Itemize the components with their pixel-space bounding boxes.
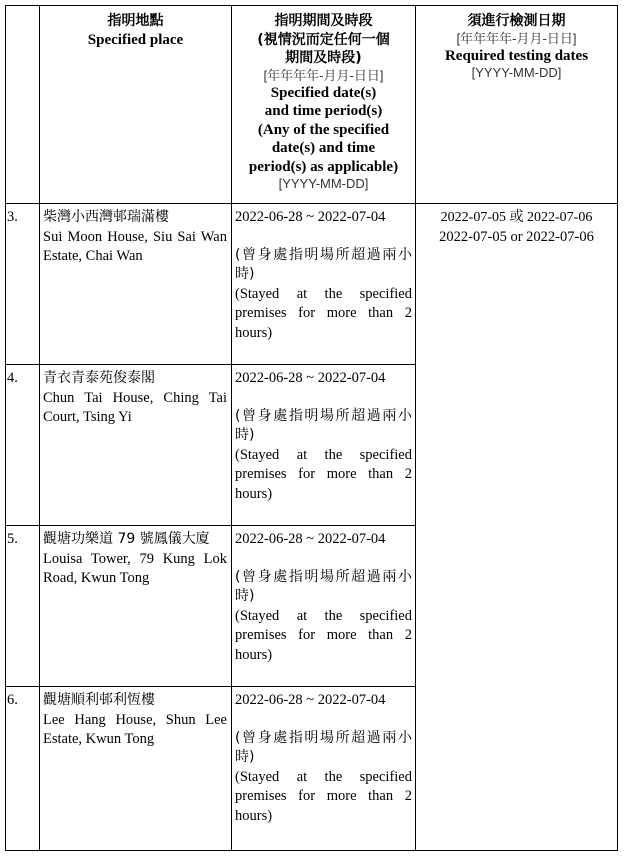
period-note-zh: (曾身處指明場所超過兩小時): [235, 407, 412, 443]
place-zh: 青衣青泰苑俊泰閣: [43, 370, 155, 386]
place-cell: [43, 208, 227, 267]
table-border-right: [617, 5, 618, 851]
period-note-zh: (曾身處指明場所超過兩小時): [235, 568, 412, 604]
testing-dates-cell: [416, 208, 617, 247]
period-note-en: (Stayed at the specified premises for more than 2 hours): [235, 446, 412, 502]
place-en: Lee Hang House, Shun Lee Estate, Kwun Tong: [43, 711, 227, 747]
period-dates: 2022-06-28 ~ 2022-07-04: [235, 531, 386, 547]
place-en: Chun Tai House, Ching Tai Court, Tsing Yi: [43, 389, 227, 425]
table-border-top: [5, 5, 618, 6]
period-cell: [235, 369, 412, 504]
period-note-en: (Stayed at the specified premises for more than 2 hours): [235, 768, 412, 824]
header-period-zh-2: (視情況而定任何一個: [257, 31, 390, 48]
period-dates: 2022-06-28 ~ 2022-07-04: [235, 370, 386, 386]
period-note-en: (Stayed at the specified premises for more than 2 hours): [235, 285, 412, 341]
place-cell: [43, 369, 227, 428]
testing-dates-zh: 2022-07-05 或 2022-07-06: [440, 210, 593, 225]
place-zh: 觀塘功樂道 79 號鳳儀大廈: [43, 531, 210, 547]
header-specified-period: [232, 12, 415, 192]
row-divider-4-5: [5, 525, 416, 526]
table-header-bottom: [5, 203, 618, 204]
period-cell: [235, 208, 412, 343]
table-divider-col1: [39, 5, 40, 851]
header-test-en: Required testing dates: [444, 47, 589, 64]
header-test-format-en: [YYYY-MM-DD]: [471, 65, 562, 80]
place-zh: 觀塘順利邨利恆樓: [43, 692, 155, 708]
header-required-testing-dates: [416, 12, 617, 81]
period-cell: [235, 691, 412, 826]
header-period-zh-1: 指明期間及時段: [274, 13, 373, 29]
header-period-en-2: and time period(s): [264, 103, 383, 119]
header-period-format-zh: [年年年年-月月-日日]: [263, 67, 384, 83]
header-test-format-zh: [年年年年-月月-日日]: [456, 30, 577, 46]
header-place-en: Specified place: [87, 31, 184, 48]
row-number: 3.: [7, 209, 18, 225]
place-en: Sui Moon House, Siu Sai Wan Estate, Chai Wan: [43, 228, 227, 264]
row-divider-3-4: [5, 364, 416, 365]
header-period-en-3: (Any of the specified: [257, 121, 390, 138]
period-cell: [235, 530, 412, 665]
row-number: 4.: [7, 370, 18, 386]
header-specified-place: [40, 12, 231, 49]
table-divider-col3: [415, 5, 416, 851]
header-period-zh-3: 期間及時段): [285, 50, 362, 66]
header-period-en-4: date(s) and time: [271, 140, 376, 156]
period-note-zh: (曾身處指明場所超過兩小時): [235, 246, 412, 282]
row-number: 5.: [7, 531, 18, 547]
period-dates: 2022-06-28 ~ 2022-07-04: [235, 209, 386, 225]
header-period-en-5: period(s) as applicable): [248, 158, 399, 175]
place-cell: [43, 691, 227, 750]
header-place-zh: 指明地點: [107, 13, 164, 29]
place-en: Louisa Tower, 79 Kung Lok Road, Kwun Tong: [43, 550, 227, 586]
table-border-bottom: [5, 850, 618, 851]
testing-dates-en: 2022-07-05 or 2022-07-06: [439, 228, 594, 245]
header-period-format-en: [YYYY-MM-DD]: [278, 176, 369, 191]
place-cell: [43, 530, 227, 589]
row-number: 6.: [7, 692, 18, 708]
table-border-left: [5, 5, 6, 851]
row-divider-5-6: [5, 686, 416, 687]
header-period-en-1: Specified date(s): [270, 84, 377, 101]
period-dates: 2022-06-28 ~ 2022-07-04: [235, 692, 386, 708]
period-note-zh: (曾身處指明場所超過兩小時): [235, 729, 412, 765]
place-zh: 柴灣小西灣邨瑞滿樓: [43, 209, 169, 225]
header-test-zh: 須進行檢測日期: [467, 13, 566, 29]
period-note-en: (Stayed at the specified premises for more than 2 hours): [235, 607, 412, 663]
